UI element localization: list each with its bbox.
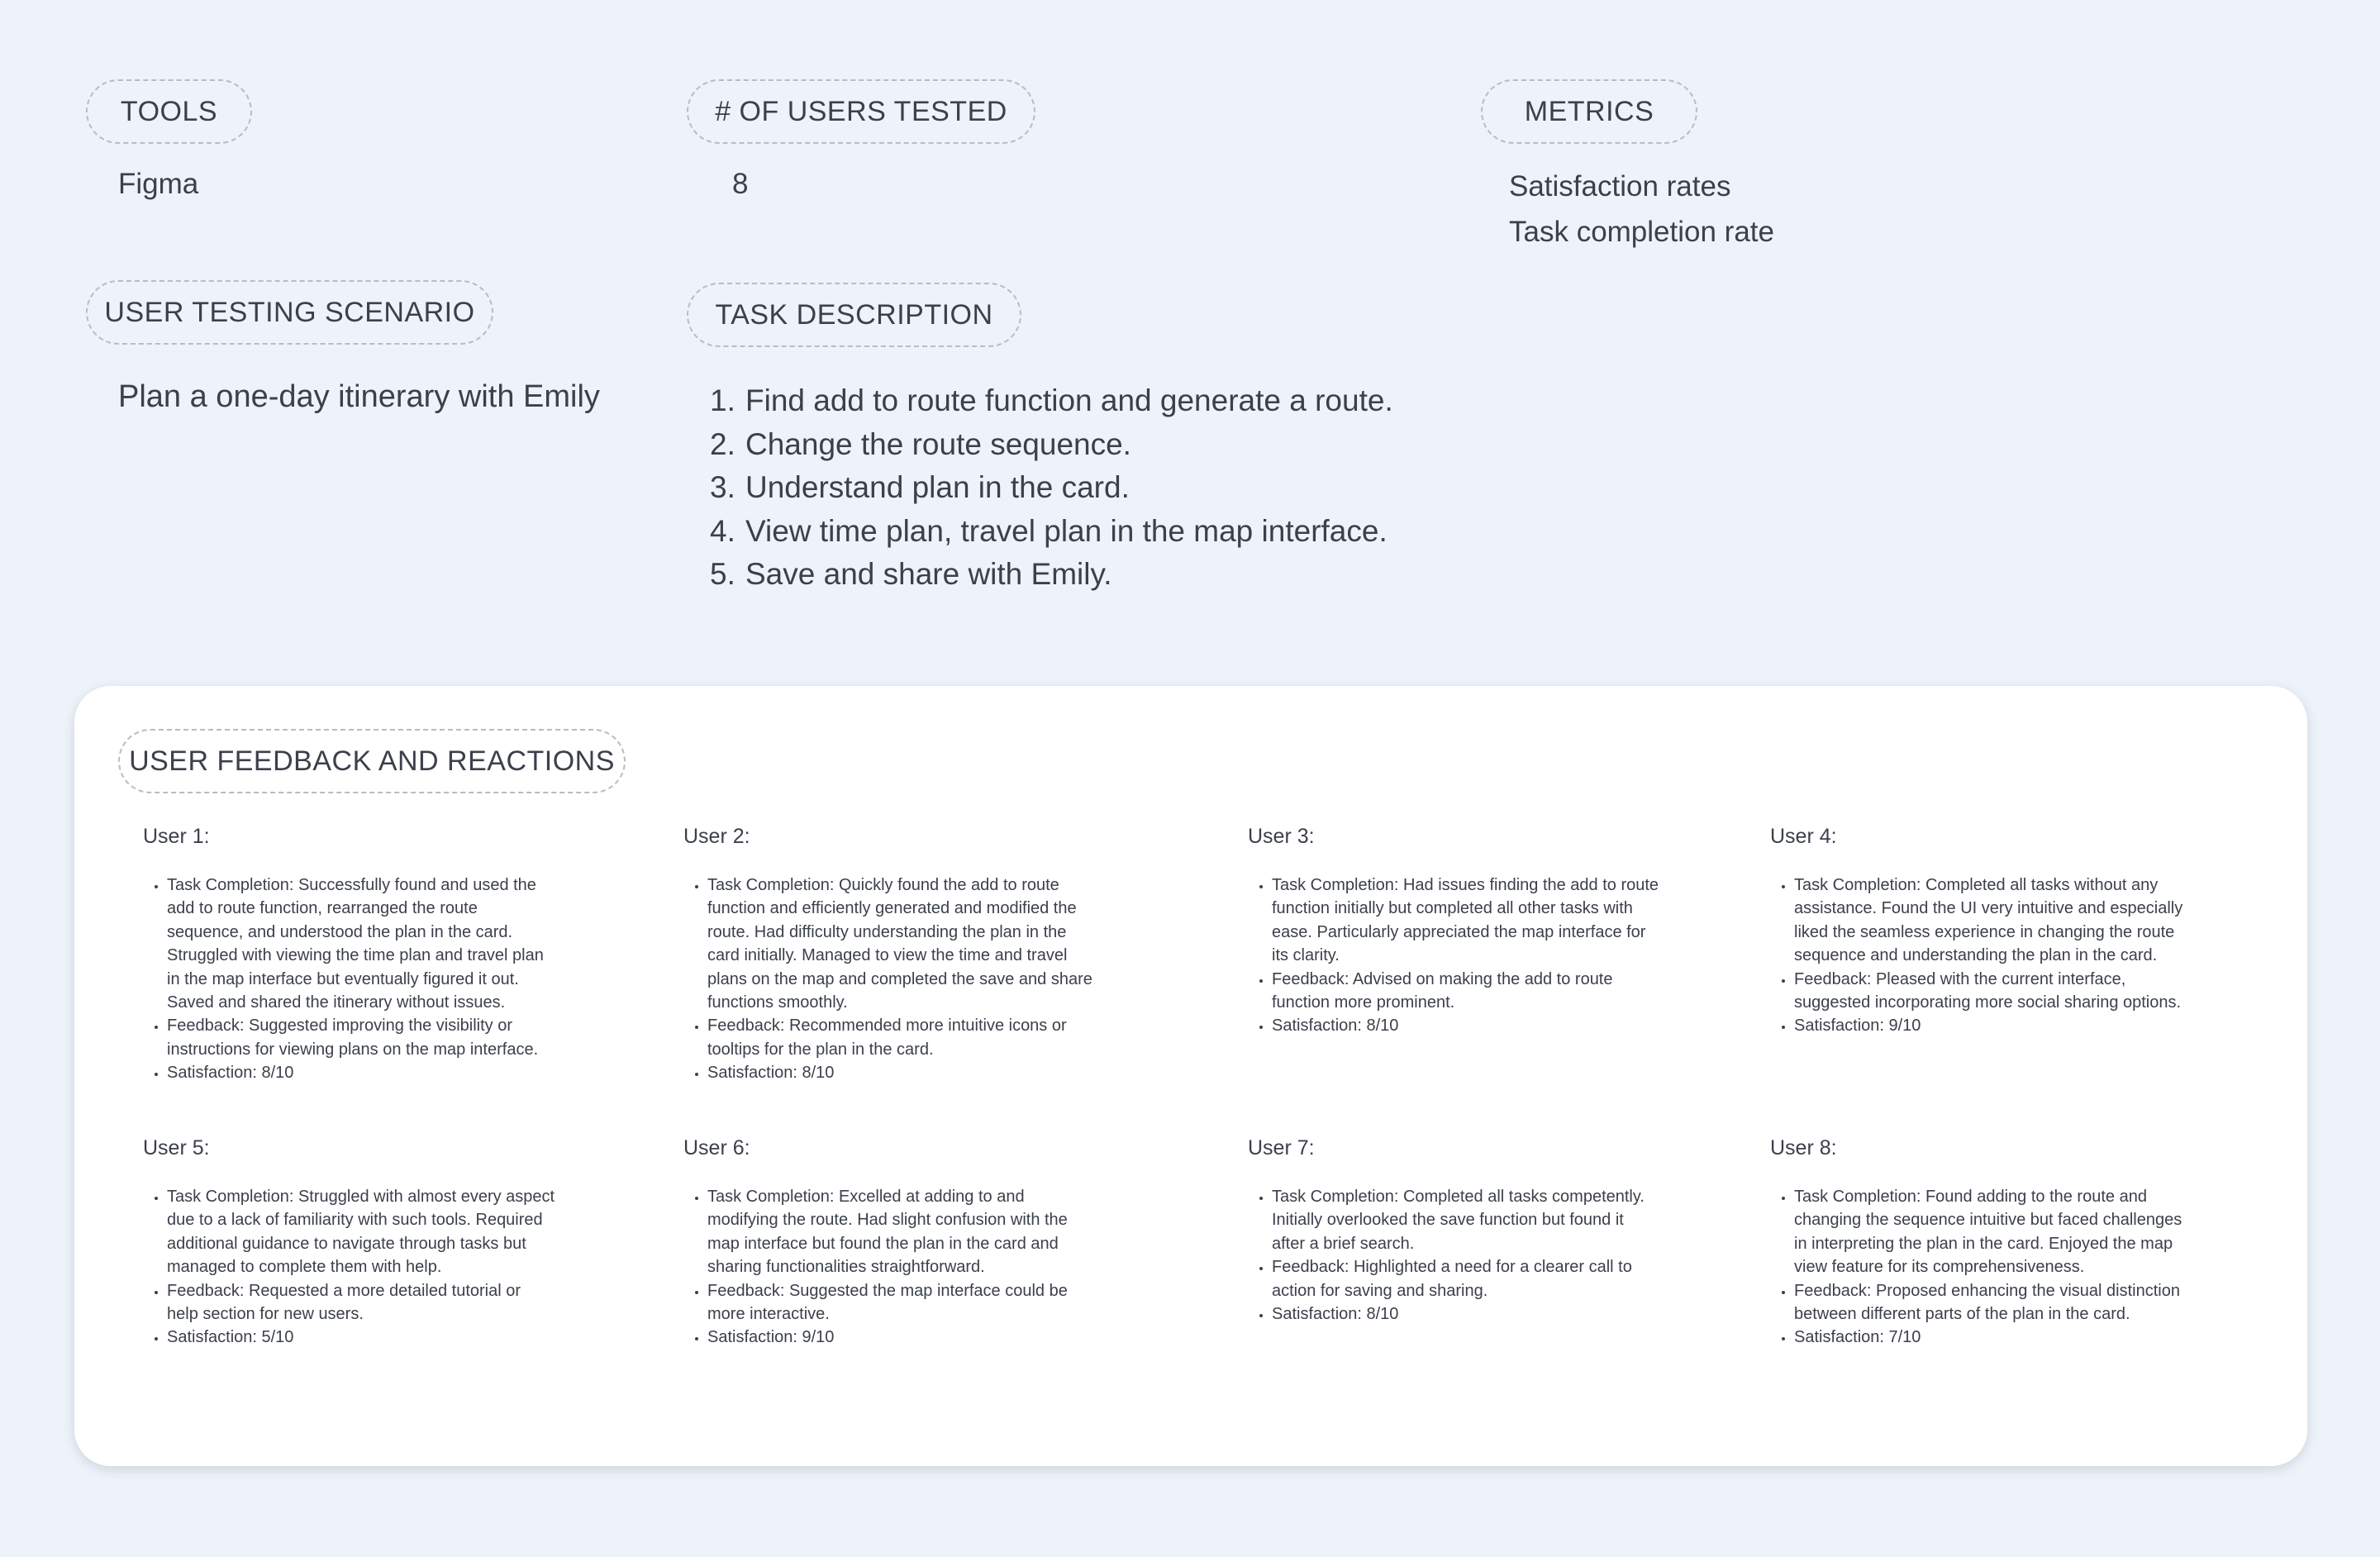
list-item: • Task Completion: Struggled with almost every aspect due to a lack of familiarity with such tools. Required additional guidance to navigate through tasks but managed to complete them with help. [167,1185,556,1279]
user-title: User 4: [1770,825,1837,848]
user-title: User 3: [1248,825,1315,848]
list-item: • Satisfaction: 8/10 [1272,1302,1661,1326]
metric-item: Task completion rate [1509,216,1774,248]
list-item: • Feedback: Suggested the map interface could be more interactive. [707,1279,1088,1326]
user-feedback-block [1770,825,2183,1038]
metrics-label: METRICS [1481,79,1697,144]
user-feedback-block [143,1136,556,1350]
list-item: • Task Completion: Found adding to the route and changing the sequence intuitive but faced challenges in interpreting the plan in the card. Enjoyed the map view feature for its comprehensiveness. [1794,1185,2183,1279]
list-item: • Feedback: Advised on making the add to route function more prominent. [1272,968,1661,1015]
list-item: • Feedback: Pleased with the current interface, suggested incorporating more social sharing options. [1794,968,2183,1015]
user-title: User 6: [683,1136,750,1159]
user-feedback-block [683,1136,1088,1350]
list-item: • Feedback: Recommended more intuitive icons or tooltips for the plan in the card. [707,1014,1097,1061]
user-feedback-block [683,825,1097,1085]
tools-value: Figma [118,168,199,200]
feedback-label: USER FEEDBACK AND REACTIONS [118,729,626,793]
list-item: • Satisfaction: 8/10 [167,1061,556,1084]
user-feedback-block [1248,825,1661,1038]
tools-label: TOOLS [86,79,252,144]
user-title: User 1: [143,825,210,848]
task-item: 3. Understand plan in the card. [710,470,1130,504]
user-title: User 8: [1770,1136,1837,1159]
list-item: • Satisfaction: 8/10 [1272,1014,1661,1037]
users-tested-value: 8 [732,168,749,200]
list-item: • Feedback: Requested a more detailed tutorial or help section for new users. [167,1279,556,1326]
list-item: • Satisfaction: 5/10 [167,1326,556,1349]
list-item: • Task Completion: Successfully found and used the add to route function, rearranged the route sequence, and understood the plan in the card. Struggled with viewing the time plan and travel plan in the map interface but eventually figured it out. Saved and shared the itinerary without issues. [167,874,556,1014]
list-item: • Task Completion: Excelled at adding to and modifying the route. Had slight confusion with the map interface but found the plan in the card and sharing functionalities straightforward. [707,1185,1088,1279]
user-title: User 5: [143,1136,210,1159]
list-item: • Satisfaction: 9/10 [1794,1014,2183,1037]
task-item: 1. Find add to route function and generate a route. [710,383,1393,417]
task-item: 5. Save and share with Emily. [710,557,1112,591]
user-feedback-list [1770,1185,2183,1350]
user-feedback-list [143,874,556,1085]
list-item: • Feedback: Highlighted a need for a clearer call to action for saving and sharing. [1272,1255,1661,1302]
feedback-card [74,686,2307,1466]
task-description-label: TASK DESCRIPTION [687,283,1021,347]
list-item: • Satisfaction: 8/10 [707,1061,1097,1084]
user-feedback-list [683,874,1097,1085]
list-item: • Feedback: Proposed enhancing the visual distinction between different parts of the plan in the card. [1794,1279,2183,1326]
list-item: • Satisfaction: 7/10 [1794,1326,2183,1349]
list-item: • Satisfaction: 9/10 [707,1326,1088,1349]
scenario-label: USER TESTING SCENARIO [86,280,493,345]
metric-item: Satisfaction rates [1509,170,1731,202]
user-feedback-list [1248,1185,1661,1326]
list-item: • Task Completion: Completed all tasks competently. Initially overlooked the save function but found it after a brief search. [1272,1185,1661,1255]
users-tested-label: # OF USERS TESTED [687,79,1035,144]
list-item: • Task Completion: Completed all tasks without any assistance. Found the UI very intuitive and especially liked the seamless experience in changing the route sequence and understanding the plan in the card. [1794,874,2183,968]
user-feedback-list [1770,874,2183,1038]
scenario-value: Plan a one-day itinerary with Emily [118,379,600,414]
metrics-values [1509,164,1774,255]
list-item: • Feedback: Suggested improving the visibility or instructions for viewing plans on the map interface. [167,1014,556,1061]
user-feedback-block [143,825,556,1085]
user-feedback-list [1248,874,1661,1038]
user-feedback-block [1770,1136,2183,1350]
task-item: 2. Change the route sequence. [710,426,1131,461]
task-item: 4. View time plan, travel plan in the map interface. [710,513,1388,548]
user-feedback-block [1248,1136,1661,1326]
task-list [710,379,1393,597]
list-item: • Task Completion: Had issues finding the add to route function initially but completed all other tasks with ease. Particularly appreciated the map interface for its clarity. [1272,874,1661,968]
list-item: • Task Completion: Quickly found the add to route function and efficiently generated and modified the route. Had difficulty understanding the plan in the card initially. Managed to view the time and travel plans on the map and completed the save and share functions smoothly. [707,874,1097,1014]
user-feedback-list [683,1185,1088,1350]
user-title: User 2: [683,825,750,848]
user-feedback-list [143,1185,556,1350]
user-title: User 7: [1248,1136,1315,1159]
